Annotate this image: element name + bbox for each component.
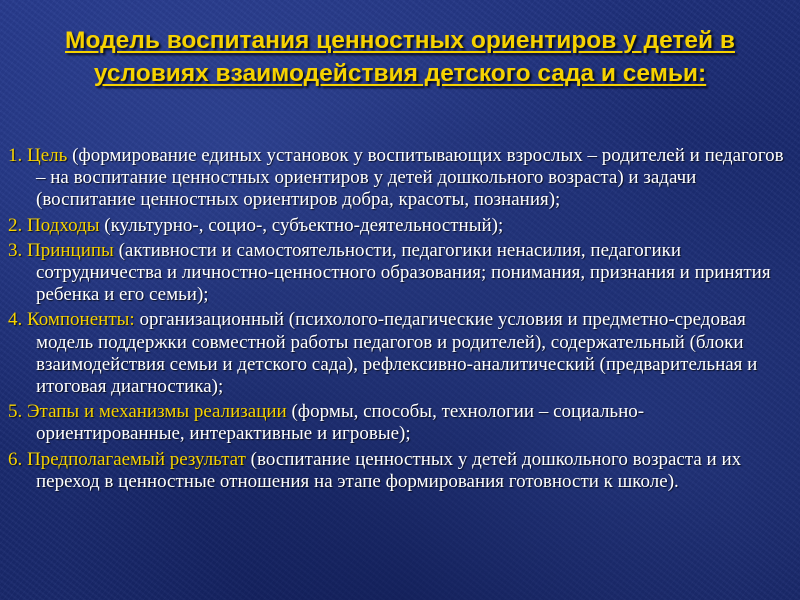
list-item-goal <box>8 145 792 212</box>
slide-title: Модель воспитания ценностных ориентиров у детей в условиях взаимодействия детского сада и семьи: <box>65 27 735 87</box>
item-text: (формы, способы, технологии – социально-ориентированные, интерактивные и игровые); <box>36 401 645 445</box>
item-text: (культурно-, социо-, субъектно-деятельностный); <box>99 214 504 236</box>
item-label: 5. Этапы и механизмы реализации <box>8 401 287 423</box>
model-list <box>8 145 792 496</box>
item-label: 2. Подходы <box>8 214 100 236</box>
item-text: (формирование единых установок у воспитывающих взрослых – родителей и педагогов – на воспитание ценностных ориентиров у детей дошкольного возраста) и задачи (воспитание ценностных ориентиров добра, красоты, познания); <box>36 145 784 211</box>
item-label: 6. Предполагаемый результат <box>8 448 246 470</box>
item-label: 4. Компоненты: <box>8 309 135 331</box>
list-item-components <box>8 309 792 398</box>
item-label: 3. Принципы <box>8 239 114 261</box>
list-item-result <box>8 449 792 493</box>
item-text: организационный (психолого-педагические условия и предметно-средовая модель поддержки совместной работы педагогов и родителей), содержательный (блоки взаимодействия семьи и детского сада), рефлексивно-аналитический (предварительная и итоговая диагностика); <box>36 309 758 398</box>
list-item-stages <box>8 401 792 445</box>
item-text: (воспитание ценностных у детей дошкольного возраста и их переход в ценностные отношения на этапе формирования готовности к школе). <box>36 448 742 492</box>
list-item-approaches <box>8 215 792 237</box>
list-item-principles <box>8 240 792 307</box>
item-text: (активности и самостоятельности, педагогики ненасилия, педагогики сотрудничества и личностно-ценностного образования; понимания, признания и принятия ребенка и его семьи); <box>36 239 771 306</box>
item-label: 1. Цель <box>8 145 68 166</box>
